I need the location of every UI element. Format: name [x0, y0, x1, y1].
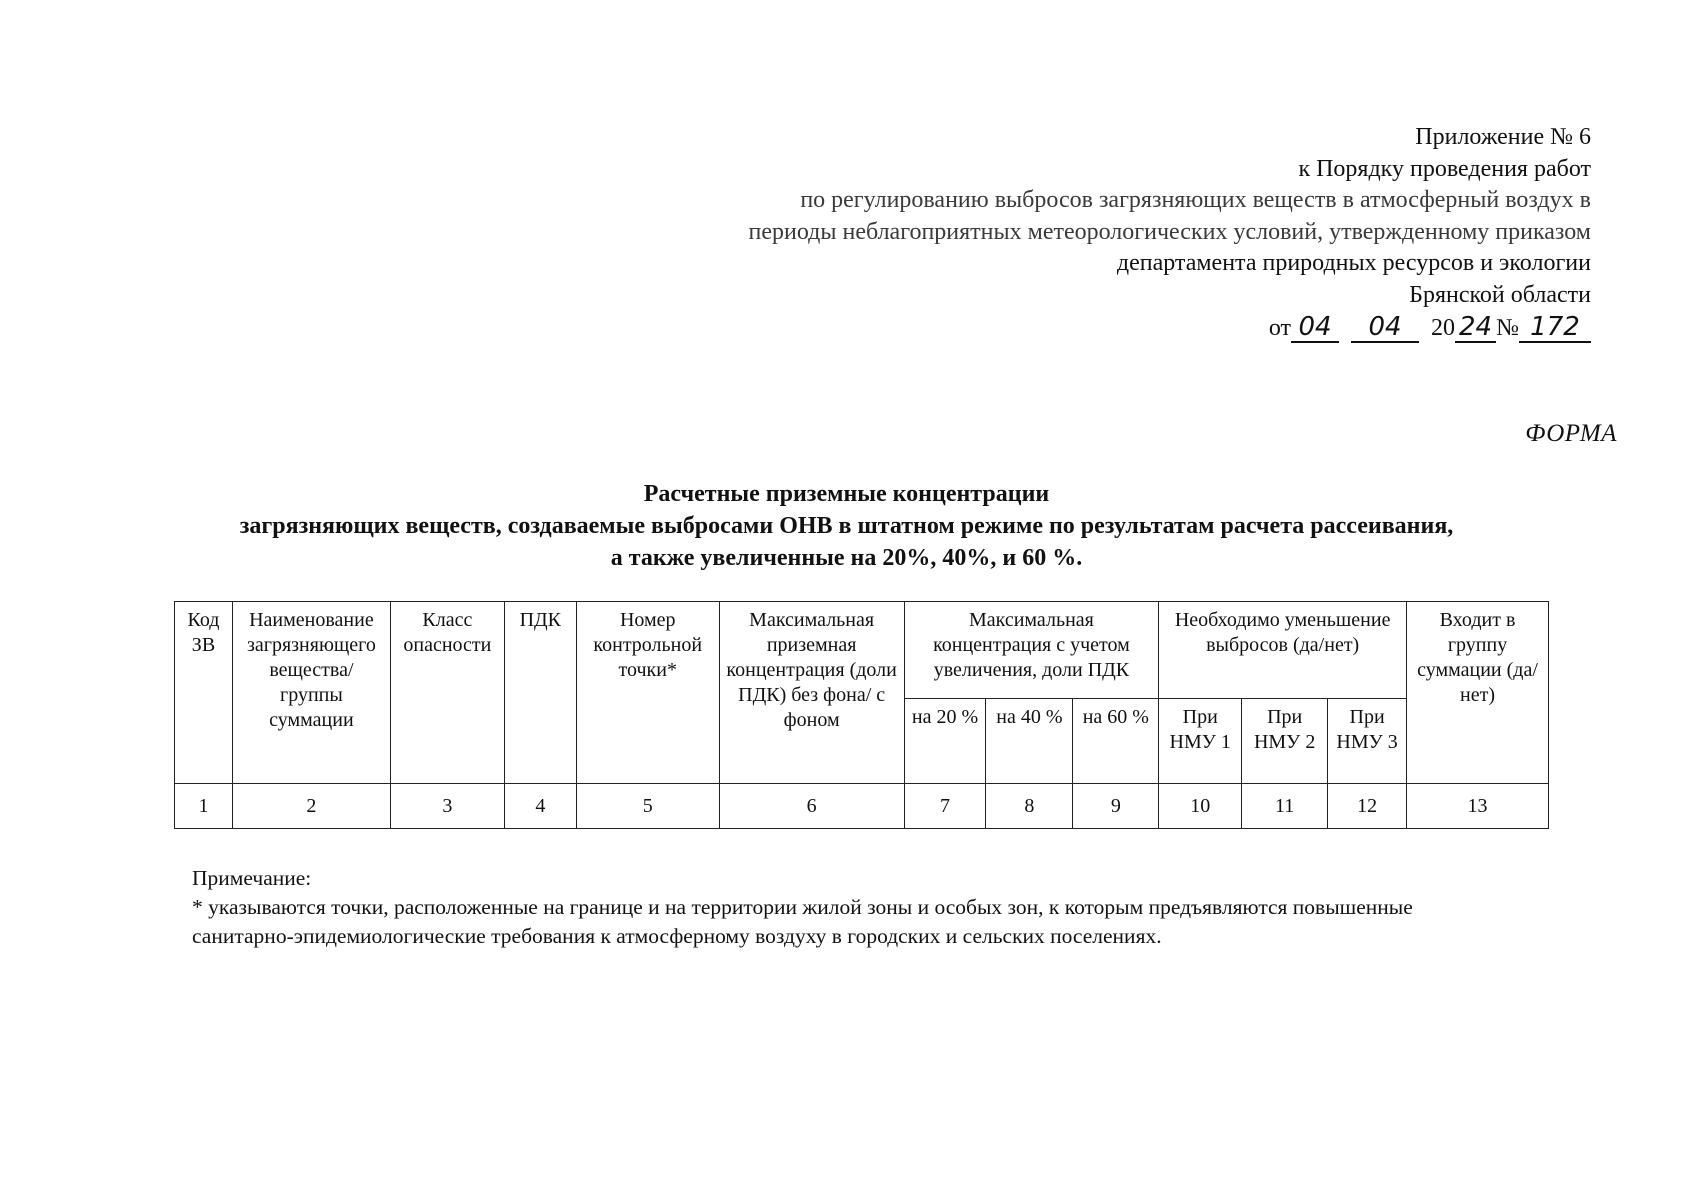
header-nmu-2: При НМУ 2 — [1242, 699, 1328, 784]
column-number: 12 — [1328, 784, 1407, 829]
title-line-2: загрязняющих веществ, создаваемые выбросами ОНВ в штатном режиме по результатам расчета рассеивания, — [239, 513, 1454, 539]
date-prefix: от — [1268, 315, 1291, 341]
header-increase-60: на 60 % — [1073, 699, 1159, 784]
handwritten-order-number: 172 — [1519, 313, 1591, 343]
handwritten-year: 24 — [1455, 313, 1496, 343]
footnote — [192, 864, 1612, 951]
year-prefix: 20 — [1431, 315, 1455, 341]
header-increase-20: на 20 % — [904, 699, 986, 784]
column-number-row — [175, 784, 1549, 829]
column-number: 6 — [719, 784, 904, 829]
column-number: 10 — [1159, 784, 1242, 829]
appendix-reference: к Порядку проведения работ — [1298, 155, 1591, 182]
column-number: 3 — [390, 784, 504, 829]
column-number: 13 — [1407, 784, 1549, 829]
handwritten-month: 04 — [1351, 313, 1419, 343]
appendix-header — [491, 122, 1591, 345]
appendix-subject-line-2: периоды неблагоприятных метеорологических условий, утвержденному приказом — [748, 218, 1591, 245]
header-hazard-class: Класс опасности — [390, 602, 504, 784]
header-increase-40: на 40 % — [986, 699, 1073, 784]
title-line-3: а также увеличенные на 20%, 40%, и 60 %. — [610, 545, 1083, 571]
header-summation-group: Входит в группу суммации (да/ нет) — [1407, 602, 1549, 784]
appendix-number: Приложение № 6 — [1415, 124, 1591, 150]
column-number: 7 — [904, 784, 986, 829]
appendix-region: Брянской области — [1409, 281, 1591, 308]
column-number: 9 — [1073, 784, 1159, 829]
footnote-line-1: * указываются точки, расположенные на границе и на территории жилой зоны и особых зон, к которым предъявляются повышенные — [192, 895, 1413, 919]
column-number: 4 — [504, 784, 576, 829]
order-date-line — [491, 313, 1591, 345]
footnote-label: Примечание: — [192, 866, 312, 890]
handwritten-day: 04 — [1291, 313, 1339, 343]
header-substance-name: Наименование загрязняющего вещества/ группы суммации — [232, 602, 390, 784]
header-max-concentration: Максимальная приземная концентрация (доли ПДК) без фона/ с фоном — [719, 602, 904, 784]
header-code: Код ЗВ — [175, 602, 233, 784]
appendix-department: департамента природных ресурсов и экологии — [1116, 250, 1591, 276]
header-nmu-1: При НМУ 1 — [1159, 699, 1242, 784]
table-header-row-1 — [175, 602, 1549, 699]
number-label: № — [1496, 315, 1519, 341]
header-reduction-group: Необходимо уменьшение выбросов (да/нет) — [1159, 602, 1407, 699]
header-control-point: Номер контрольной точки* — [576, 602, 719, 784]
document-title — [0, 478, 1693, 574]
column-number: 2 — [232, 784, 390, 829]
title-line-1: Расчетные приземные концентрации — [643, 481, 1050, 507]
column-number: 1 — [175, 784, 233, 829]
column-number: 11 — [1242, 784, 1328, 829]
header-pdk: ПДК — [504, 602, 576, 784]
appendix-subject-line-1: по регулированию выбросов загрязняющих веществ в атмосферный воздух в — [800, 187, 1591, 213]
column-number: 8 — [986, 784, 1073, 829]
concentration-table — [174, 601, 1549, 829]
form-label: ФОРМА — [1525, 420, 1617, 447]
footnote-line-2: санитарно-эпидемиологические требования к атмосферному воздуху в городских и сельских поселениях. — [192, 924, 1162, 948]
column-number: 5 — [576, 784, 719, 829]
header-nmu-3: При НМУ 3 — [1328, 699, 1407, 784]
header-increase-group: Максимальная концентрация с учетом увеличения, доли ПДК — [904, 602, 1159, 699]
